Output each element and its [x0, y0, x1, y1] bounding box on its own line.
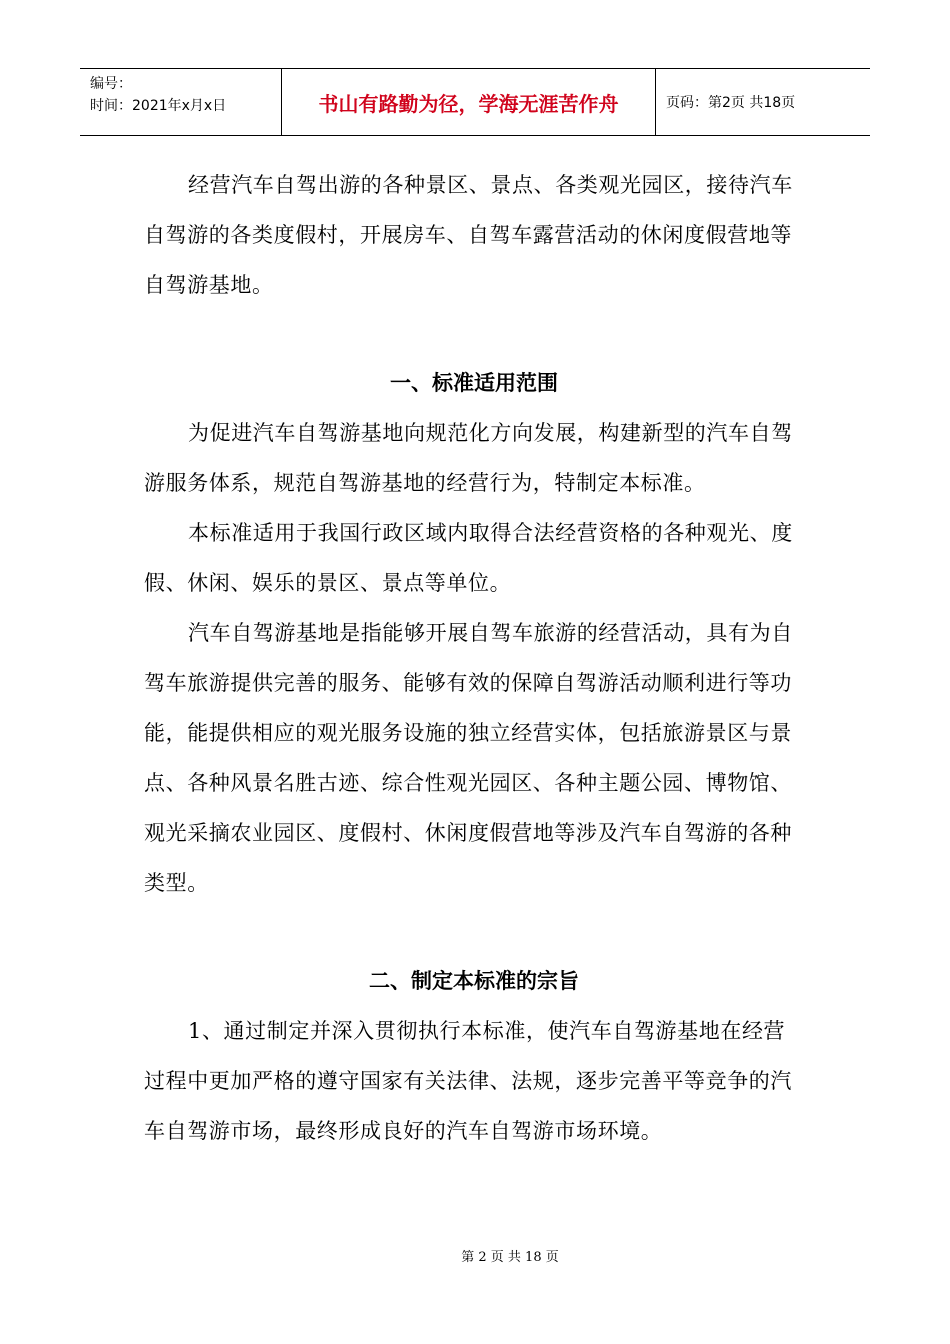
header-motto: 书山有路勤为径，学海无涯苦作舟: [282, 69, 656, 135]
header-meta: [80, 69, 282, 135]
document-body: [144, 160, 804, 1156]
section-heading-purpose: 二、制定本标准的宗旨: [369, 969, 579, 993]
paragraph: 汽车自驾游基地是指能够开展自驾车旅游的经营活动，具有为自驾车旅游提供完善的服务、能够有效的保障自驾游活动顺利进行等功能，能提供相应的观光服务设施的独立经营实体，包括旅游景区与景点、各种风景名胜古迹、综合性观光园区、各种主题公园、博物馆、观光采摘农业园区、度假村、休闲度假营地等涉及汽车自驾游的各种类型。: [144, 621, 793, 895]
serial-label: 编号：: [90, 76, 132, 92]
page-header: [80, 68, 870, 136]
date-label: 时间：2021年x月x日: [90, 98, 227, 114]
intro-paragraph: 经营汽车自驾出游的各种景区、景点、各类观光园区，接待汽车自驾游的各类度假村，开展房车、自驾车露营活动的休闲度假营地等自驾游基地。: [144, 173, 793, 297]
page-footer: 第 2 页 共 18 页: [461, 1250, 559, 1265]
paragraph: 1、通过制定并深入贯彻执行本标准，使汽车自驾游基地在经营过程中更加严格的遵守国家有关法律、法规，逐步完善平等竞争的汽车自驾游市场，最终形成良好的汽车自驾游市场环境。: [144, 1019, 792, 1143]
header-page-info: 页码：第2页 共18页: [666, 95, 796, 111]
paragraph: 为促进汽车自驾游基地向规范化方向发展，构建新型的汽车自驾游服务体系，规范自驾游基地的经营行为，特制定本标准。: [144, 421, 793, 495]
paragraph: 本标准适用于我国行政区域内取得合法经营资格的各种观光、度假、休闲、娱乐的景区、景点等单位。: [144, 521, 793, 595]
section-heading-scope: 一、标准适用范围: [390, 371, 558, 395]
